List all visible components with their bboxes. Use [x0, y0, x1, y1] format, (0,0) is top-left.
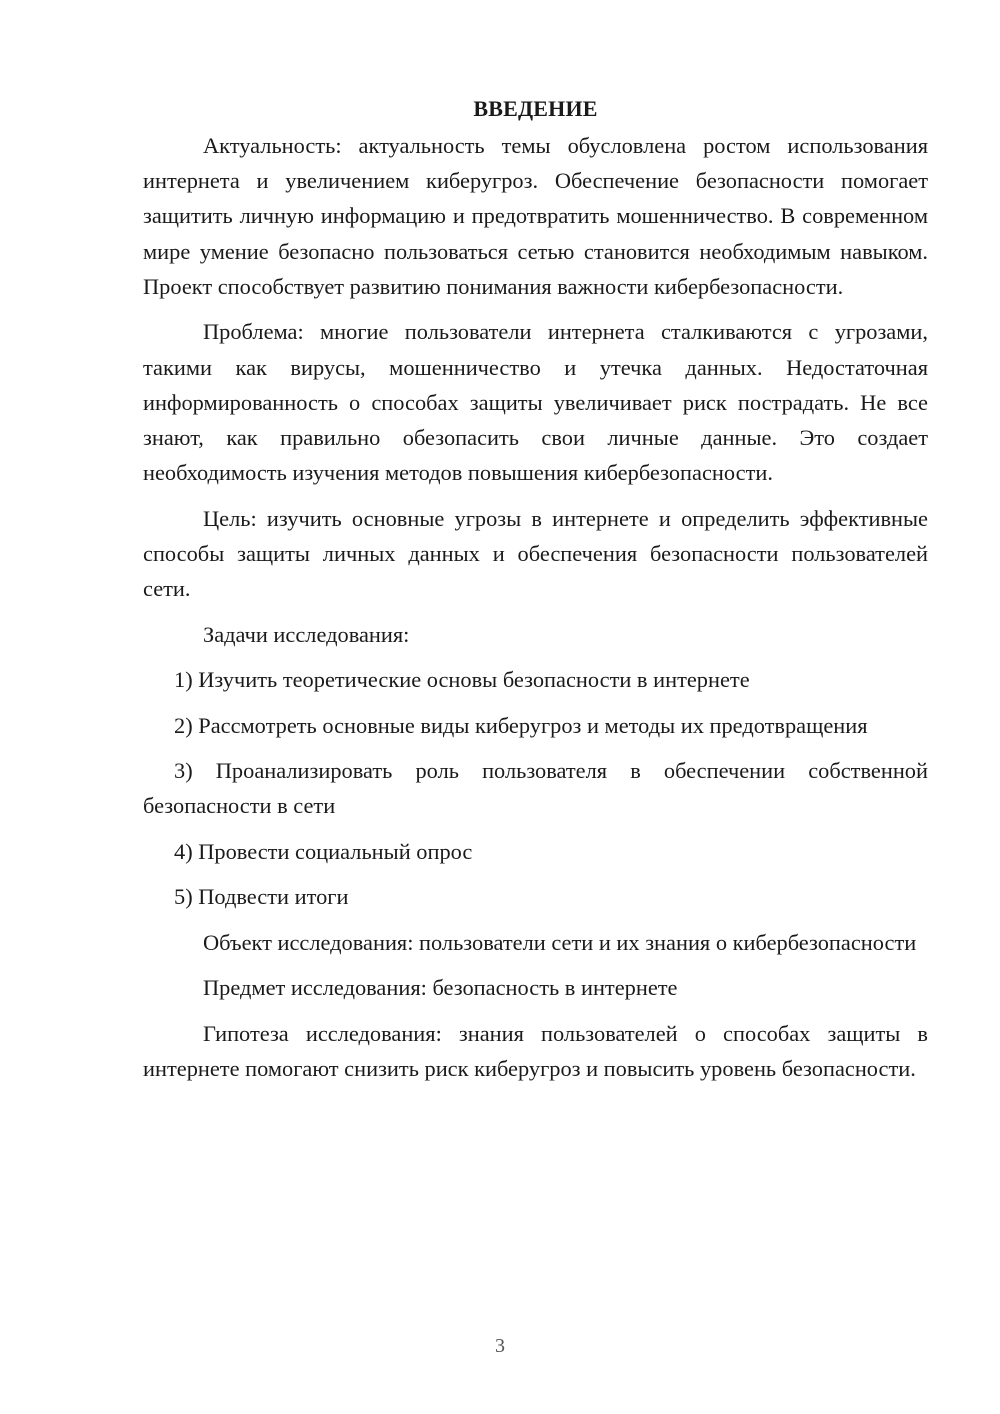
goal-paragraph: Цель: изучить основные угрозы в интернете и определить эффективные способы защиты личных данных и обеспечения безопасности пользователей сети.	[143, 505, 928, 602]
subject-paragraph: Предмет исследования: безопасность в интернете	[203, 975, 678, 1001]
tasks-heading: Задачи исследования:	[203, 621, 410, 647]
hypothesis-paragraph: Гипотеза исследования: знания пользователей о способах защиты в интернете помогают снизить риск киберугроз и повысить уровень безопасности.	[143, 1020, 928, 1081]
page-number: 3	[495, 1335, 505, 1357]
relevance-paragraph: Актуальность: актуальность темы обусловлена ростом использования интернета и увеличением киберугроз. Обеспечение безопасности помогает защитить личную информацию и предотвратить мошенничество. В современном мире умение безопасно пользоваться сетью становится необходимым навыком. Проект способствует развитию понимания важности кибербезопасности.	[143, 133, 928, 299]
problem-paragraph: Проблема: многие пользователи интернета сталкиваются с угрозами, такими как вирусы, мошенничество и утечка данных. Недостаточная информированность о способах защиты увеличивает риск пострадать. Не все знают, как правильно обезопасить свои личные данные. Это создает необходимость изучения методов повышения кибербезопасности.	[143, 319, 928, 486]
task-item-1: 1) Изучить теоретические основы безопасности в интернете	[174, 667, 750, 693]
task-item-5: 5) Подвести итоги	[174, 884, 349, 910]
task-item-3: 3) Проанализировать роль пользователя в обеспечении собственной безопасности в сети	[143, 758, 928, 819]
task-item-2: 2) Рассмотреть основные виды киберугроз и методы их предотвращения	[174, 712, 868, 738]
section-heading: ВВЕДЕНИЕ	[473, 96, 598, 121]
document-page	[143, 92, 928, 1086]
task-item-4: 4) Провести социальный опрос	[174, 838, 473, 864]
object-paragraph: Объект исследования: пользователи сети и их знания о кибербезопасности	[203, 929, 917, 955]
